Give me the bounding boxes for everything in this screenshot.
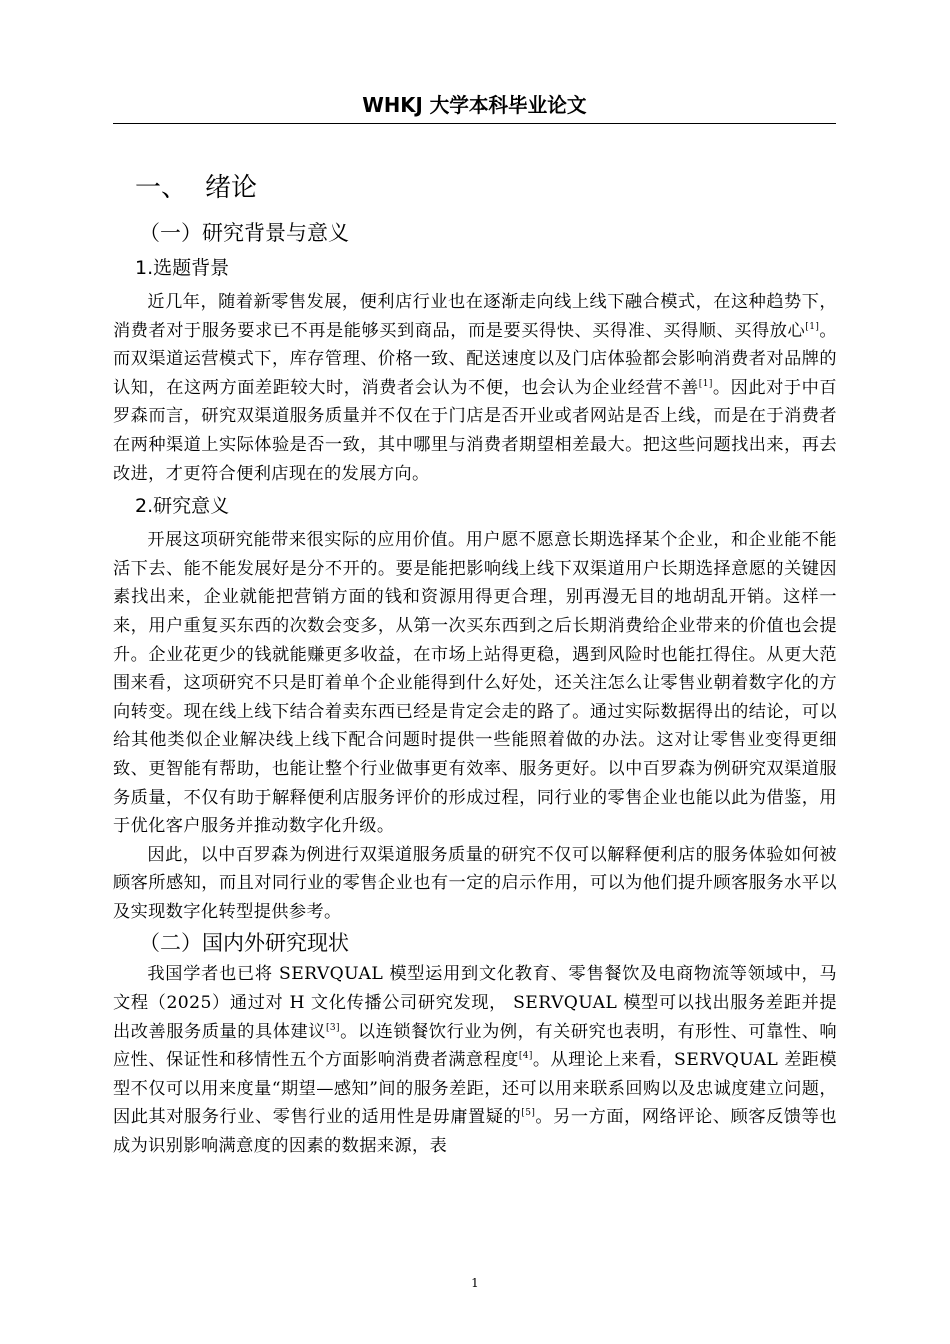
paragraph-significance: 开展这项研究能带来很实际的应用价值。用户愿不愿意长期选择某个企业，和企业能不能活下去、能不能发展好是分不开的。要是能把影响线上线下双渠道用户长期选择意愿的关键因素找出来，企业就能把营销方面的钱和资源用得更合理，别再漫无目的地胡乱开销。这样一来，用户重复买东西的次数会变多，从第一次买东西到之后长期消费给企业带来的价值也会提升。企业花更少的钱就能赚更多收益，在市场上站得更稳，遇到风险时也能扛得住。从更大范围来看，这项研究不只是盯着单个企业能得到什么好处，还关注怎么让零售业朝着数字化的方向转变。现在线上线下结合着卖东西已经是肯定会走的路了。通过实际数据得出的结论，可以给其他类似企业解决线上线下配合问题时提供一些能照着做的办法。这对让零售业变得更细致、更智能有帮助，也能让整个行业做事更有效率、服务更好。以中百罗森为例研究双渠道服务质量，不仅有助于解释便利店服务评价的形成过程，同行业的零售企业也能以此为借鉴，用于优化客户服务并推动数字化升级。 — [113, 530, 837, 837]
header-title: WHKJ 大学本科毕业论文 — [362, 93, 587, 117]
citation-ref[interactable]: [4] — [518, 1051, 533, 1062]
paragraph-background: 近几年，随着新零售发展，便利店行业也在逐渐走向线上线下融合模式，在这种趋势下，消费者对于服务要求已不再是能够买到商品，而是要买得快、买得准、买得顺、买得放心[1]。而双渠道运营模式下，库存管理、价格一致、配送速度以及门店体验都会影响消费者对品牌的认知，在这两方面差距较大时，消费者会认为不便，也会认为企业经营不善[1]。因此对于中百罗森而言，研究双渠道服务质量并不仅在于门店是否开业或者网站是否上线，而是在于消费者在两种渠道上实际体验是否一致，其中哪里与消费者期望相差最大。把这些问题找出来，再去改进，才更符合便利店现在的发展方向。 — [113, 292, 838, 484]
citation-ref[interactable]: [3] — [326, 1022, 340, 1033]
subsection-heading-1: 1.选题背景 — [135, 257, 230, 279]
paragraph-literature: 我国学者也已将 SERVQUAL 模型运用到文化教育、零售餐饮及电商物流等领域中，马文程（2025）通过对 H 文化传播公司研究发现， SERVQUAL 模型可以找出服务差距并提出改善服务质量的具体建议[3]。以连锁餐饮行业为例，有关研究也表明，有形性、可靠性、响应性、保证性和移情性五个方面影响消费者满意程度[4]。从理论上来看，SERVQUAL 差距模型不仅可以用来度量“期望—感知”间的服务差距，还可以用来联系回购以及忠诚度建立问题，因此其对服务行业、零售行业的适用性是毋庸置疑的[5]。另一方面，网络评论、顾客反馈等也成为识别影响满意度的因素的数据来源，表 — [113, 964, 837, 1157]
subsection-heading-2: 2.研究意义 — [135, 495, 230, 518]
section-heading-1: （一）研究背景与意义 — [139, 221, 349, 245]
paragraph-conclusion: 因此，以中百罗森为例进行双渠道服务质量的研究不仅可以解释便利店的服务体验如何被顾客所感知，而且对同行业的零售企业也有一定的启示作用，可以为他们提升顾客服务水平以及实现数字化转型提供参考。 — [113, 844, 837, 922]
chapter-title: 绪论 — [205, 173, 258, 203]
page-header — [113, 90, 836, 124]
page-number: 1 — [471, 1276, 479, 1290]
citation-ref[interactable]: [5] — [521, 1108, 536, 1119]
chapter-heading — [135, 168, 837, 208]
chapter-number: 一、 — [135, 173, 188, 203]
document-body — [113, 168, 837, 1161]
citation-ref[interactable]: [1] — [698, 378, 713, 389]
citation-ref[interactable]: [1] — [805, 321, 820, 332]
section-heading-2: （二）国内外研究现状 — [139, 931, 349, 956]
